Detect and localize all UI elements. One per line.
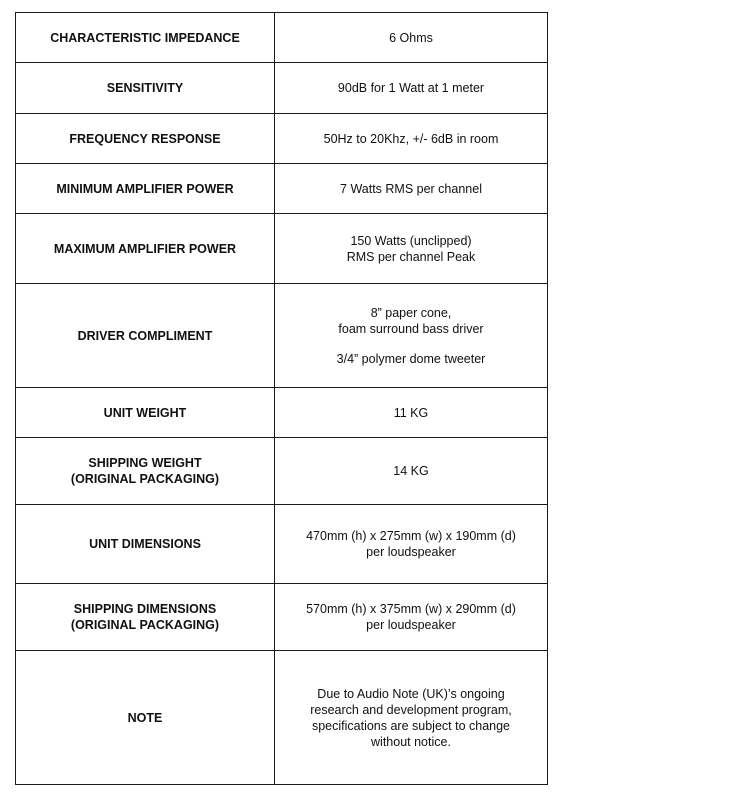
spec-label: (ORIGINAL PACKAGING) (70, 618, 220, 632)
spec-row (16, 388, 548, 438)
spec-value-cell (275, 284, 548, 388)
spec-row (16, 164, 548, 214)
spec-value: specifications are subject to change (311, 718, 511, 733)
spec-label-cell (16, 114, 275, 164)
spec-label: MINIMUM AMPLIFIER POWER (56, 181, 234, 196)
spec-value-cell (275, 214, 548, 284)
spec-value: foam surround bass driver (338, 321, 484, 336)
spec-value-cell (275, 651, 548, 785)
spec-label-cell (16, 388, 275, 438)
spec-label: NOTE (127, 710, 163, 725)
spec-value: 14 KG (393, 464, 429, 478)
spec-value-cell (275, 438, 548, 505)
spec-value: per loudspeaker (366, 618, 456, 632)
spec-row (16, 13, 548, 63)
spec-label: SHIPPING DIMENSIONS (73, 602, 217, 616)
spec-label-cell (16, 13, 275, 63)
spec-label-cell (16, 438, 275, 505)
spec-label: UNIT WEIGHT (103, 405, 187, 420)
spec-value-cell (275, 164, 548, 214)
spec-value-cell (275, 63, 548, 114)
spec-row (16, 114, 548, 164)
spec-value-spacer (281, 337, 541, 351)
spec-label-cell (16, 164, 275, 214)
spec-label: (ORIGINAL PACKAGING) (70, 472, 220, 486)
spec-value: without notice. (371, 734, 451, 749)
spec-value: RMS per channel Peak (346, 249, 476, 264)
spec-value: 470mm (h) x 275mm (w) x 190mm (d) (306, 529, 516, 543)
spec-value: 150 Watts (unclipped) (350, 233, 472, 248)
spec-row (16, 651, 548, 785)
spec-label-cell (16, 214, 275, 284)
spec-label: SHIPPING WEIGHT (88, 456, 202, 470)
spec-label-cell (16, 284, 275, 388)
spec-value-cell (275, 388, 548, 438)
spec-label: DRIVER COMPLIMENT (77, 328, 213, 343)
spec-label: CHARACTERISTIC IMPEDANCE (50, 30, 240, 45)
spec-label-cell (16, 505, 275, 584)
spec-value-cell (275, 584, 548, 651)
spec-label-cell (16, 584, 275, 651)
spec-value: research and development program, (310, 702, 512, 717)
spec-value: 8” paper cone, (370, 305, 452, 320)
specifications-table-body (16, 13, 548, 785)
spec-label: SENSITIVITY (106, 81, 184, 95)
spec-value: 7 Watts RMS per channel (340, 181, 482, 196)
spec-value-cell (275, 13, 548, 63)
specifications-table (15, 12, 548, 785)
spec-label: MAXIMUM AMPLIFIER POWER (53, 241, 237, 256)
spec-value: 3/4” polymer dome tweeter (336, 351, 486, 366)
spec-value-cell (275, 114, 548, 164)
spec-label-cell (16, 651, 275, 785)
spec-value: 6 Ohms (389, 30, 433, 45)
spec-value: 11 KG (393, 405, 429, 420)
spec-value: Due to Audio Note (UK)’s ongoing (317, 686, 505, 701)
spec-value: per loudspeaker (366, 545, 456, 559)
spec-value: 570mm (h) x 375mm (w) x 290mm (d) (306, 602, 516, 616)
spec-label: FREQUENCY RESPONSE (69, 131, 221, 146)
spec-label: UNIT DIMENSIONS (89, 537, 201, 551)
spec-value-cell (275, 505, 548, 584)
spec-value: 50Hz to 20Khz, +/- 6dB in room (323, 131, 499, 146)
spec-row (16, 438, 548, 505)
spec-value: 90dB for 1 Watt at 1 meter (337, 81, 485, 95)
spec-row (16, 284, 548, 388)
spec-label-cell (16, 63, 275, 114)
spec-row (16, 584, 548, 651)
spec-row (16, 63, 548, 114)
spec-row (16, 505, 548, 584)
spec-row (16, 214, 548, 284)
